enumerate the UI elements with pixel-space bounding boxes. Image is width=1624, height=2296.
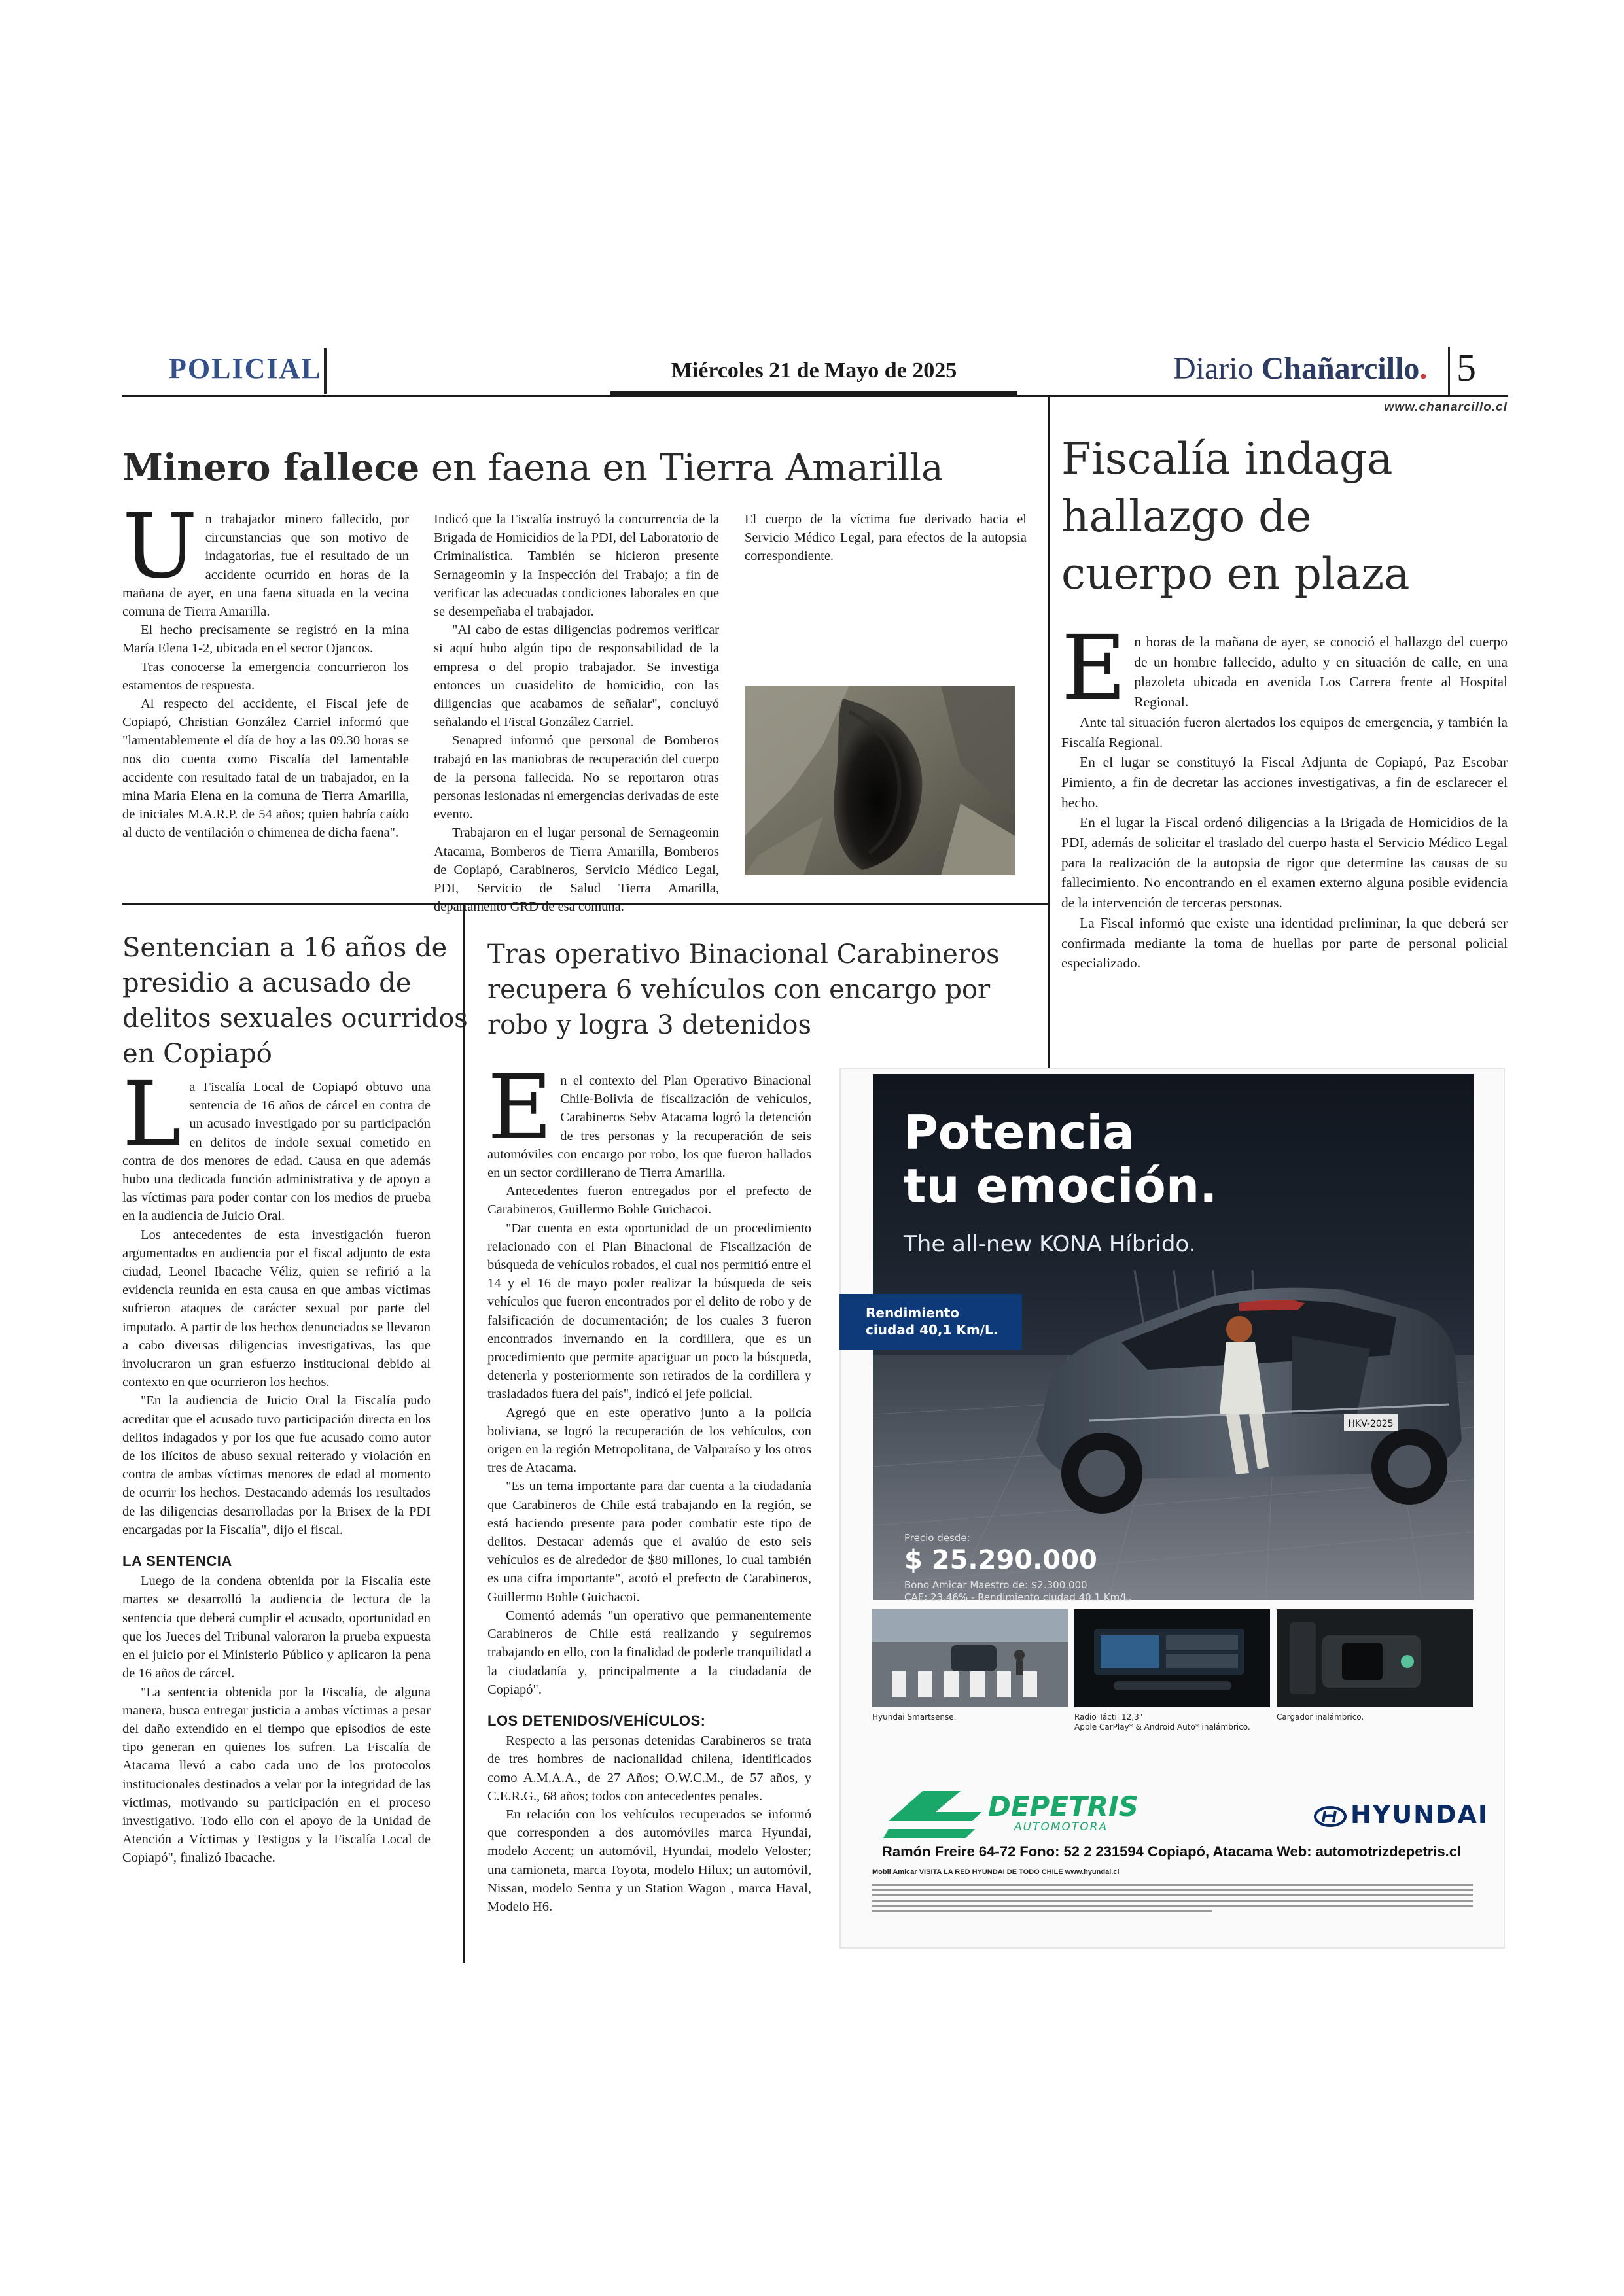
page-number: 5: [1456, 346, 1476, 389]
hyundai-wordmark: HYUNDAI: [1350, 1800, 1489, 1829]
road-crosswalk-illustration: [872, 1609, 1068, 1707]
article2-headline: [1061, 430, 1409, 603]
depetris-logo-mark: [883, 1782, 1171, 1847]
ad-badge-l1: Rendimiento: [866, 1305, 960, 1321]
ad-partners: Mobil Amicar VISITA LA RED HYUNDAI DE TODO CHILE www.hyundai.cl: [872, 1868, 1120, 1876]
article1-col3: [745, 510, 1027, 566]
article1-headline-bold: Minero fallece: [122, 446, 420, 489]
article4-headline-l1: Tras operativo Binacional Carabineros: [487, 939, 1000, 969]
thumb2-caption-l2: Apple CarPlay* & Android Auto* inalámbrico.: [1074, 1722, 1250, 1731]
fine-print-lines: [872, 1881, 1473, 1921]
header-rule: [122, 395, 1508, 397]
article4-headline-l3: robo y logra 3 detenidos: [487, 1010, 812, 1040]
article3-p3: "En la audiencia de Juicio Oral la Fiscalía pudo acreditar que el acusado tuvo participación directa en los delitos indagados y por los que fue acusado como autor de los ilícitos de abuso sexual reiterado y violación en contra de ambas víctimas menores de edad al momento de ocurrir los hechos. Destacando además los resultados de las diligencias desarrolladas por la Brisex de la PDI encargadas por la Fiscalía", dijo el fiscal.: [122, 1393, 431, 1537]
article3-p2: Los antecedentes de esta investigación fueron argumentados en audiencia por el fiscal adjunto de esta ciudad, Leonel Ibacache Véliz, quien se refirió a la evidencia reunida en esta causa en que ambas víctimas sufrieron ataques de carácter sexual por parte del imputado. A partir de los hechos denunciados se llevaron a cabo diversas diligencias investigativas, las que involucraron un gran esfuerzo institucional debido al contexto en que ocurrieron los hechos.: [122, 1227, 431, 1390]
article1-p9: El cuerpo de la víctima fue derivado hacia el Servicio Médico Legal, para efectos de la autopsia correspondiente.: [745, 512, 1027, 564]
newspaper-brand: [1173, 351, 1427, 387]
depetris-name: DEPETRIS: [988, 1790, 1139, 1822]
article3-p1: a Fiscalía Local de Copiapó obtuvo una sentencia de 16 años de cárcel en contra de un acusado investigado por su participación en delitos de índole sexual cometido en contra de dos menores de edad. Causa en que además hubo una dedicada función administrativa y de apoyo a las víctimas para poder contar con los medios de prueba en la audiencia de Juicio Oral.: [122, 1080, 431, 1224]
article4-p5: "Es un tema importante para dar cuenta a la ciudadanía que Carabineros de Chile está trabajando en la región, se está haciendo presente para poder combatir este tipo de delitos. Destacar además que el avalúo de esto seis vehículos es de alrededor de $80 millones, lo cual también es una cifra importante", acotó el prefecto de Carabineros, Guillermo Bohle Guichacoi.: [487, 1479, 811, 1605]
ad-bono: Bono Amicar Maestro de: $2.300.000: [904, 1579, 1087, 1591]
article3-body: [122, 1063, 431, 1868]
article4-headline: [487, 937, 1000, 1043]
dashboard-screen-illustration: [1074, 1609, 1270, 1707]
article1-p4: Al respecto del accidente, el Fiscal jefe de Copiapó, Christian González Carriel informó que "lamentablemente el día de hoy a las 09.30 horas se nos dio cuenta como Fiscalía del lamentable accidente con resultado fatal de un trabajador, en la mina María Elena en la comuna de Tierra Amarilla, de iniciales M.A.R.P. de 54 años; quien habría caído al ducto de ventilación o chimenea de dicha faena".: [122, 697, 409, 841]
article1-col1: [122, 495, 409, 843]
ad-subtitle: The all-new KONA Híbrido.: [904, 1231, 1196, 1257]
article2-headline-l3: cuerpo en plaza: [1061, 549, 1410, 599]
article1-dropcap: U: [122, 495, 198, 599]
article4-subhead: LOS DETENIDOS/VEHÍCULOS:: [487, 1712, 706, 1729]
ad-title-l1: Potencia: [904, 1105, 1135, 1160]
article3-subhead: LA SENTENCIA: [122, 1553, 232, 1570]
article2-p5: La Fiscal informó que existe una identidad preliminar, la que deberá ser confirmada mediante la toma de huellas por parte de personal policial especializado.: [1061, 914, 1508, 971]
article3-p5: "La sentencia obtenida por la Fiscalía, de alguna manera, busca entregar justicia a ambas víctimas a pesar del daño extendido en el tiempo que episodios de este tipo generan en quienes los sufren. La Fiscalía de Atacama llevó a cabo cada uno de los protocolos institucionales destinados a velar por la integridad de las víctimas, motivando su participación en el proceso investigativo. Todo ello con el apoyo de la Unidad de Atención a Víctimas y Testigos y la Fiscalía Local de Copiapó", finalizó Ibacache.: [122, 1684, 431, 1866]
thumb-radio: [1074, 1609, 1270, 1707]
ad-price: $ 25.290.000: [904, 1545, 1097, 1575]
article1-p6: "Al cabo de estas diligencias podremos verificar si aquí hubo algún tipo de responsabilidad de la empresa o del propio trabajador. Se investiga entonces un cuasidelito de homicidio, con las diligencias que acabamos de señalar", concluyó señalando el Fiscal González Carriel.: [434, 623, 719, 730]
article3-p4: Luego de la condena obtenida por la Fiscalía este martes se desarrolló la audiencia de lectura de la sentencia que deberá cumplir el acusado, oportunidad en que los Jueces del Tribunal valoraron la prueba expuesta en el juicio por el Ministerio Público y aplicaron la pena de 16 años de cárcel.: [122, 1574, 431, 1681]
ad-price-details: [904, 1579, 1131, 1604]
thumb-charger: [1277, 1609, 1473, 1707]
article2-headline-l2: hallazgo de: [1061, 491, 1312, 542]
wireless-charger-illustration: [1277, 1609, 1473, 1707]
article2-p3: En el lugar se constituyó la Fiscal Adjunta de Copiapó, Paz Escobar Pimiento, a fin de decretar las acciones investigativas, a fin de esclarecer el hecho.: [1061, 754, 1508, 810]
thumb-smartsense: [872, 1609, 1068, 1707]
issue-date: Miércoles 21 de Mayo de 2025: [671, 358, 957, 383]
section-divider: [324, 348, 327, 394]
article3-headline: [122, 930, 468, 1071]
article4-p3: "Dar cuenta en esta oportunidad de un procedimiento relacionado con el Plan Binacional de Fiscalización de búsqueda de vehículos robados, el cual nos permitió entre el 14 y el 16 de mayo poder realizar la búsqueda de seis vehículos que fueron encontrados por el delito de robo y de falsificación de documentación; de los cuales 3 fueron encontrados invernando en la cordillera, que es un procedimiento que permite apaciguar un poco la búsqueda, detenerla y posteriormente son retirados de la cordillera y trasladados fuera del país", indicó el jefe policial.: [487, 1221, 811, 1402]
brand-prefix: Diario: [1173, 351, 1262, 386]
thumb1-caption: Hyundai Smartsense.: [872, 1713, 957, 1722]
article2-body: [1061, 617, 1508, 973]
article1-col2: [434, 510, 719, 916]
rule-top-right: [1048, 395, 1050, 1071]
article1-p2: El hecho precisamente se registró en la mina María Elena 1-2, ubicada en el sector Ojancos.: [122, 623, 409, 656]
license-plate-text: HKV-2025: [1348, 1419, 1394, 1429]
article4-headline-l2: recupera 6 vehículos con encargo por: [487, 975, 991, 1005]
article1-headline: [122, 446, 944, 490]
article1-p5: Indicó que la Fiscalía instruyó la concurrencia de la Brigada de Homicidios de la PDI, del Laboratorio de Criminalística. También se hicieron presente Sernageomin y la Inspección del Trabajo; a fin de verificar las adecuadas condiciones laborales en que se desempeñaba el trabajador.: [434, 512, 719, 619]
article2-p4: En el lugar la Fiscal ordenó diligencias a la Brigada de Homicidios de la PDI, además de solicitar el traslado del cuerpo hasta el Servicio Médico Legal para la realización de la autopsia de rigor que determine las causas de su fallecimiento. No encontrando en el examen externo alguna posible evidencia de la intervención de terceras personas.: [1061, 814, 1508, 911]
article3-headline-l2: presidio a acusado de: [122, 968, 412, 998]
article4-dropcap: E: [487, 1056, 553, 1160]
article2-p2: Ante tal situación fueron alertados los equipos de emergencia, y también la Fiscalía Regional.: [1061, 714, 1508, 750]
ad-badge-l2: ciudad 40,1 Km/L.: [866, 1322, 998, 1338]
article4-p1: n el contexto del Plan Operativo Binacional Chile-Bolivia de fiscalización de vehículos, Carabineros Sebv Atacama logró la detención de tres personas y la recuperación de seis automóviles con encargo por robo, los que fueron hallados en un sector cordillerano de Tierra Amarilla.: [487, 1073, 811, 1181]
article1-p1: n trabajador minero fallecido, por circunstancias que son motivo de indagatorias, fue el resultado de un accidente ocurrido en horas de la mañana de ayer, en una faena situada en la vecina comuna de Tierra Amarilla.: [122, 512, 409, 619]
article2-dropcap: E: [1061, 617, 1127, 720]
hyundai-emblem-icon: [1314, 1806, 1347, 1827]
brand-name: Chañarcillo: [1261, 351, 1420, 386]
thumb2-caption-l1: Radio Táctil 12,3": [1074, 1713, 1143, 1722]
article2-p1: n horas de la mañana de ayer, se conoció el hallazgo del cuerpo de un hombre fallecido, adulto y en situación de calle, en una plazoleta ubicada en avenida Los Carrera frente al Hospital Regional.: [1134, 634, 1508, 710]
article1-p8: Trabajaron en el lugar personal de Sernageomin Atacama, Bomberos de Tierra Amarilla, Bomberos de Copiapó, Carabineros, Servicio Médico Legal, PDI, Servicio de Salud Tierra Amarilla, departamento GRD de esa comuna.: [434, 826, 719, 914]
article1-headline-rest: en faena en Tierra Amarilla: [419, 447, 944, 489]
depetris-sub: AUTOMOTORA: [1014, 1820, 1108, 1834]
article3-dropcap: L: [122, 1063, 182, 1166]
article1-p3: Tras conocerse la emergencia concurrieron los estamentos de respuesta.: [122, 659, 409, 693]
article4-p7: Respecto a las personas detenidas Carabineros se trata de tres hombres de nacionalidad chilena, identificados como A.M.A.A., de 27 Años; O.W.C.M., de 57 años, y C.E.R.G., 68 años; todos con antecedentes penales.: [487, 1733, 811, 1803]
mine-shaft-illustration: [745, 686, 1015, 875]
ad-fine-print: [872, 1881, 1473, 1921]
ad-title: [904, 1105, 1218, 1213]
ad-cae: CAE: 23,46% - Rendimiento ciudad 40,1 Km/L.: [904, 1592, 1132, 1603]
mine-shaft-photo: [745, 686, 1015, 875]
ad-address: Ramón Freire 64-72 Fono: 52 2 231594 Copiapó, Atacama Web: automotrizdepetris.cl: [882, 1843, 1462, 1860]
depetris-logo[interactable]: [883, 1782, 1171, 1847]
brand-dot: .: [1419, 351, 1428, 386]
brand-divider: [1448, 347, 1450, 395]
hyundai-logo[interactable]: [1314, 1800, 1489, 1829]
ad-title-l2: tu emoción.: [904, 1158, 1218, 1213]
ad-performance-badge: [839, 1294, 1022, 1350]
ad-price-label: Precio desde:: [904, 1532, 970, 1544]
article1-p7: Senapred informó que personal de Bomberos trabajó en las maniobras de recuperación del cuerpo de la persona fallecida. No se reportaron otras personas lesionadas ni emergencias derivadas de este evento.: [434, 733, 719, 822]
article4-p2: Antecedentes fueron entregados por el prefecto de Carabineros, Guillermo Bohle Guichacoi.: [487, 1184, 811, 1217]
article3-headline-l1: Sentencian a 16 años de: [122, 933, 448, 963]
article4-body: [487, 1056, 811, 1916]
article4-p6: Comentó además "un operativo que permanentemente Carabineros de Chile está realizando y seguiremos trabajando en ello, con la finalidad de poderle tranquilidad a la ciudadanía y, principalmente a la ciudadanía de Copiapó".: [487, 1608, 811, 1697]
article3-headline-l3: delitos sexuales ocurridos: [122, 1003, 468, 1034]
thumb2-caption: [1074, 1713, 1250, 1732]
article3-headline-l4: en Copiapó: [122, 1039, 272, 1069]
article4-p4: Agregó que en este operativo junto a la policía boliviana, se logró la recuperación de los vehículos, con origen en la región Metropolitana, de Valparaíso y los otros tres de Atacama.: [487, 1405, 811, 1476]
thumb3-caption: Cargador inalámbrico.: [1277, 1713, 1364, 1722]
section-label: POLICIAL: [169, 353, 322, 385]
article4-p8: En relación con los vehículos recuperados se informó que corresponden a dos automóviles marca Hyundai, modelo Accent; un automóvil, Hyundai, modelo Veloster; una camioneta, marca Toyota, modelo Hilux; un automóvil, Nissan, modelo Sentra y un Station Wagon , marca Haval, Modelo H6.: [487, 1807, 811, 1914]
article2-headline-l1: Fiscalía indaga: [1061, 434, 1393, 484]
website-url[interactable]: www.chanarcillo.cl: [1384, 400, 1508, 414]
